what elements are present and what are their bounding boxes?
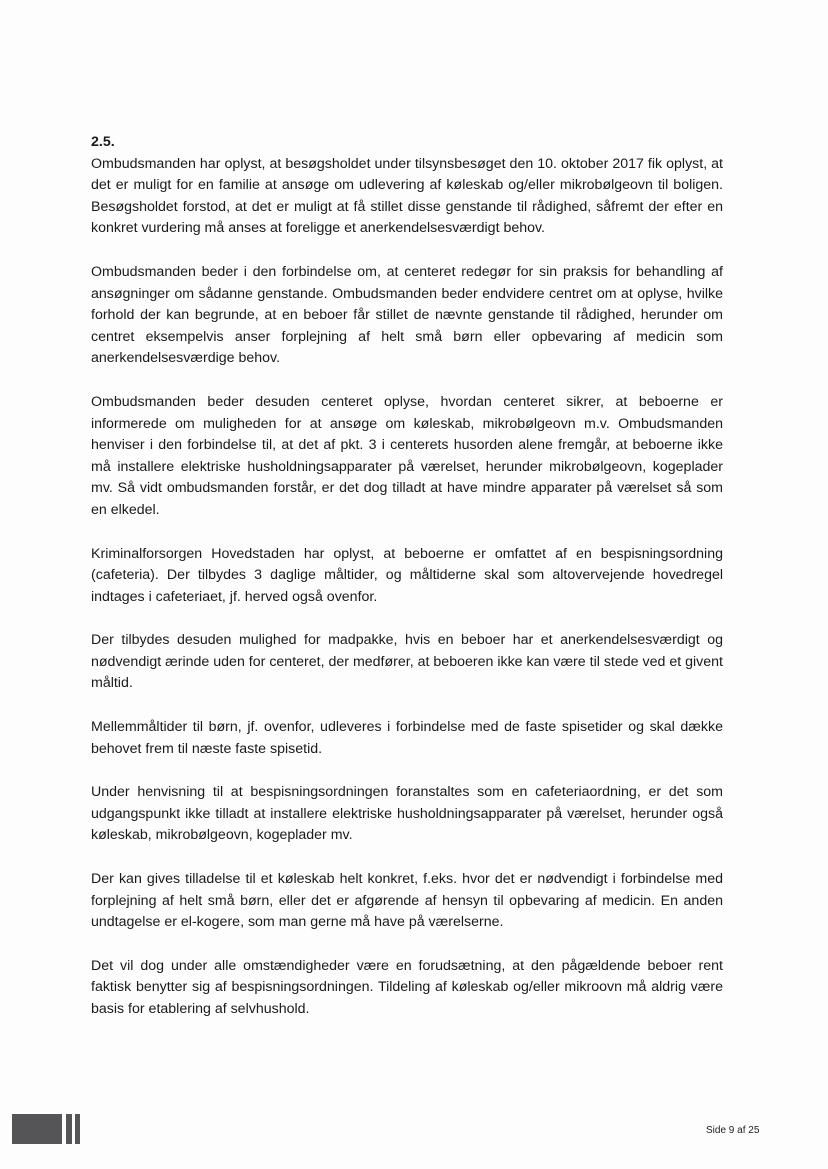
paragraph: Ombudsmanden beder i den forbindelse om, at centeret redegør for sin praksis for behandling af ansøgninger om sådanne genstande. Ombudsmanden beder endvidere centret om at oplyse, hvilke forhold der kan begrunde, at en beboer får stillet de nævnte genstande til rådighed, herunder om centret eksempelvis anser forplejning af helt små børn eller opbevaring af medicin som anerkendelsesværdige behov. — [91, 263, 723, 367]
paragraph: Mellemmåltider til børn, jf. ovenfor, udleveres i forbindelse med de faste spisetider og skal dække behovet frem til næste faste spisetid. — [91, 719, 723, 757]
paragraph: Det vil dog under alle omstændigheder være en forudsætning, at den pågældende beboer rent faktisk benytter sig af bespisningsordningen. Tildeling af køleskab og/eller mikroovn må aldrig være basis for etablering af selvhushold. — [91, 957, 723, 1017]
ombudsman-logo — [12, 1114, 80, 1144]
logo-block — [12, 1114, 62, 1144]
paragraph: Ombudsmanden har oplyst, at besøgsholdet under tilsynsbesøget den 10. oktober 2017 fik oplyst, at det er muligt for en familie at ansøge om udlevering af køleskab og/eller mikrobølgeovn til boligen. Besøgsholdet forstod, at det er muligt at få stillet disse genstande til rådighed, såfremt der efter en konkret vurdering må anses at foreligge et anerkendelsesværdigt behov. — [91, 155, 723, 237]
page-number: Side 9 af 25 — [706, 1125, 760, 1136]
paragraph: Kriminalforsorgen Hovedstaden har oplyst, at beboerne er omfattet af en bespisningsordning (cafeteria). Der tilbydes 3 daglige måltider, og måltiderne skal som altovervejende hovedregel indtages i cafeteriaet, jf. herved også ovenfor. — [91, 545, 723, 605]
body-text — [91, 132, 723, 1043]
paragraph: Under henvisning til at bespisningsordningen foranstaltes som en cafeteriaordning, er det som udgangspunkt ikke tilladt at installere elektriske husholdningsapparater på værelset, herunder også køleskab, mikrobølgeovn, kogeplader mv. — [91, 784, 723, 844]
logo-block — [66, 1114, 72, 1144]
paragraph: Der kan gives tilladelse til et køleskab helt konkret, f.eks. hvor det er nødvendigt i forbindelse med forplejning af helt små børn, eller det er afgørende af hensyn til opbevaring af medicin. En anden undtagelse er el-kogere, som man gerne må have på værelserne. — [91, 871, 723, 931]
section-heading: 2.5. — [91, 134, 115, 150]
paragraph: Ombudsmanden beder desuden centeret oplyse, hvordan centeret sikrer, at beboerne er informerede om muligheden for at ansøge om køleskab, mikrobølgeovn m.v. Ombudsmanden henviser i den forbindelse til, at det af pkt. 3 i centerets husorden alene fremgår, at beboerne ikke må installere elektriske husholdningsapparater på værelset, herunder mikrobølgeovn, kogeplader mv. Så vidt ombudsmanden forstår, er det dog tilladt at have mindre apparater på værelset så som en elkedel. — [91, 393, 723, 518]
paragraph: Der tilbydes desuden mulighed for madpakke, hvis en beboer har et anerkendelsesværdigt og nødvendigt ærinde uden for centeret, der medfører, at beboeren ikke kan være til stede ved et givent måltid. — [91, 632, 723, 692]
logo-block — [75, 1114, 80, 1144]
